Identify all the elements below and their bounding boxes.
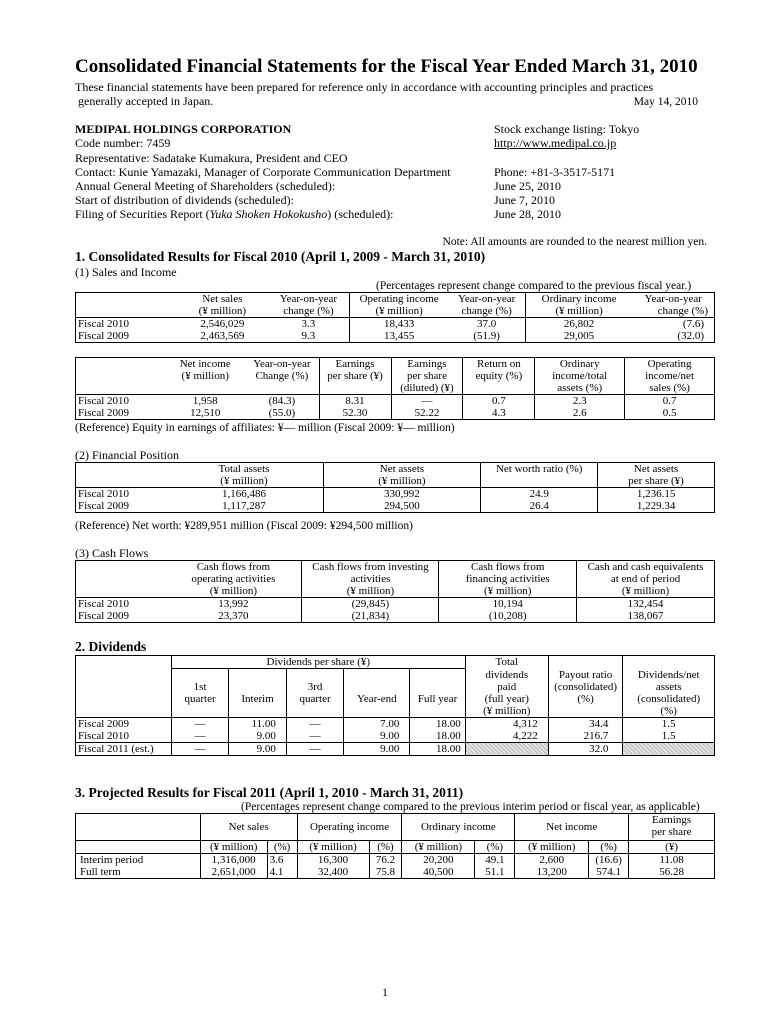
net-worth-reference: (Reference) Net worth: ¥289,951 million (Fiscal 2009: ¥294,500 million) xyxy=(75,520,413,532)
table-row: Fiscal 2009 — 11.00 — 7.00 18.00 4,312 34.4 1.5 xyxy=(76,717,715,730)
filing-label: Filing of Securities Report (Yuka Shoken Hokokusho) (scheduled): xyxy=(75,207,394,221)
intro-note-line1: These financial statements have been prepared for reference only in accordance with accounting principles and practices xyxy=(75,80,654,94)
contact: Contact: Kunie Yamazaki, Manager of Corporate Communication Department xyxy=(75,165,451,179)
cash-flows-subtitle: (3) Cash Flows xyxy=(75,546,149,560)
table-row: Fiscal 2009 12,510 (55.0) 52.30 52.22 4.3 2.6 0.5 xyxy=(76,407,715,420)
table-row: Fiscal 2010 13,992 (29,845) 10,194 132,454 xyxy=(76,598,715,611)
page-title: Consolidated Financial Statements for the Fiscal Year Ended March 31, 2010 xyxy=(75,56,698,77)
table-row: Interim period 1,316,000 3.6 16,300 76.2 20,200 49.1 2,600 (16.6) 11.08 xyxy=(76,854,715,867)
sales-income-table: Net sales Year-on-year Operating income Year-on-year Ordinary income Year-on-year (¥ million) change (%) (¥ million) change (%) (¥ million) change (%) Fiscal 2010 2,546,029 3.3 18,433 37.0 26,802 (7.6) Fiscal 2009 2,463,569 9.3 13,455 (51.9) 29,005 (32.0) xyxy=(75,292,715,343)
company-url[interactable]: http://www.medipal.co.jp xyxy=(494,136,617,150)
sales-pct-note: (Percentages represent change compared to the previous fiscal year.) xyxy=(376,280,692,292)
projected-title: 3. Projected Results for Fiscal 2011 (April 1, 2010 - March 31, 2011) xyxy=(75,785,464,800)
projected-pct-note: (Percentages represent change compared to the previous interim period or fiscal year, as applicable) xyxy=(241,801,700,813)
table-row: Fiscal 2010 — 9.00 — 9.00 18.00 4,222 216.7 1.5 xyxy=(76,730,715,743)
table-row: Fiscal 2009 1,117,287 294,500 26.4 1,229.34 xyxy=(76,500,715,513)
dividends-start-label: Start of distribution of dividends (scheduled): xyxy=(75,193,294,207)
dps-header: Dividends per share (¥) xyxy=(171,656,465,669)
phone: Phone: +81-3-3517-5171 xyxy=(494,165,616,179)
projected-table: Net sales Operating income Ordinary income Net income Earnings per share (¥ million) (%) (¥ million) (%) (¥ million) (%) (¥ million) (%) (¥) Interim period 1,316,000 3.6 16,300 76.2 20,200 49.1 2,600 (16.6) 11.08 Full term 2,651,000 4.1 32,400 75.8 40,500 51.1 13,200 574.1 56.28 xyxy=(75,813,715,879)
table-row: Fiscal 2009 23,370 (21,834) (10,208) 138,067 xyxy=(76,610,715,623)
filing-date: June 28, 2010 xyxy=(494,207,561,221)
page-number: 1 xyxy=(382,985,388,999)
company-name: MEDIPAL HOLDINGS CORPORATION xyxy=(75,122,292,136)
agm-label: Annual General Meeting of Shareholders (scheduled): xyxy=(75,179,336,193)
report-date: May 14, 2010 xyxy=(633,96,698,108)
code-number: Code number: 7459 xyxy=(75,136,171,150)
rounding-note: Note: All amounts are rounded to the nearest million yen. xyxy=(442,236,707,248)
financial-position-subtitle: (2) Financial Position xyxy=(75,448,179,462)
financial-position-table: Total assets Net assets Net worth ratio (%) Net assets (¥ million) (¥ million) per share (¥) Fiscal 2010 1,166,486 330,992 24.9 1,236.15 Fiscal 2009 1,117,287 294,500 26.4 1,229.34 xyxy=(75,462,715,513)
section1-title: 1. Consolidated Results for Fiscal 2010 (April 1, 2009 - March 31, 2010) xyxy=(75,249,486,264)
table-row: Full term 2,651,000 4.1 32,400 75.8 40,500 51.1 13,200 574.1 56.28 xyxy=(76,866,715,879)
net-income-table: Net income Year-on-year Earnings Earnings Return on Ordinary Operating (¥ million) Change (%) per share (¥) per share equity (%) income/total income/net (diluted) (¥) assets (%) sales (%) Fiscal 2010 1,958 (84.3) 8.31 — 0.7 2.3 0.7 Fiscal 2009 12,510 (55.0) 52.30 52.22 4.3 2.6 0.5 xyxy=(75,357,715,420)
sales-income-subtitle: (1) Sales and Income xyxy=(75,265,177,279)
table-row: Fiscal 2010 1,166,486 330,992 24.9 1,236.15 xyxy=(76,488,715,501)
affiliates-reference: (Reference) Equity in earnings of affiliates: ¥— million (Fiscal 2009: ¥— million) xyxy=(75,422,455,434)
stock-listing: Stock exchange listing: Tokyo xyxy=(494,122,640,136)
intro-note-line2: generally accepted in Japan. xyxy=(78,94,214,108)
dividends-table: Dividends per share (¥) Total dividends Payout ratio Dividends/net 1st 3rd paid (consolidated) assets quarter Interim quarter Year-end Full year (full year) (%) (consolidated) (¥ million) (%) Fiscal 2009 — 11.00 — 7.00 18.00 4,312 34.4 1.5 Fiscal 2010 — 9.00 — 9.00 18.00 4,222 216.7 1.5 Fiscal 2011 (est.) — 9.00 — 9.00 18.00 32.0 xyxy=(75,655,715,756)
table-row: Fiscal 2011 (est.) — 9.00 — 9.00 18.00 32.0 xyxy=(76,742,715,755)
dividends-title: 2. Dividends xyxy=(75,639,147,654)
agm-date: June 25, 2010 xyxy=(494,179,561,193)
representative: Representative: Sadatake Kumakura, President and CEO xyxy=(75,151,348,165)
cash-flows-table: Cash flows from Cash flows from investing Cash flows from Cash and cash equivalents operating activities activities financing activities at end of period (¥ million) (¥ million) (¥ million) (¥ million) Fiscal 2010 13,992 (29,845) 10,194 132,454 Fiscal 2009 23,370 (21,834) (10,208) 138,067 xyxy=(75,560,715,623)
table-row: Fiscal 2010 2,546,029 3.3 18,433 37.0 26,802 (7.6) xyxy=(76,318,715,331)
dividends-start-date: June 7, 2010 xyxy=(494,193,555,207)
table-row: Fiscal 2009 2,463,569 9.3 13,455 (51.9) 29,005 (32.0) xyxy=(76,330,715,343)
table-row: Fiscal 2010 1,958 (84.3) 8.31 — 0.7 2.3 0.7 xyxy=(76,395,715,408)
